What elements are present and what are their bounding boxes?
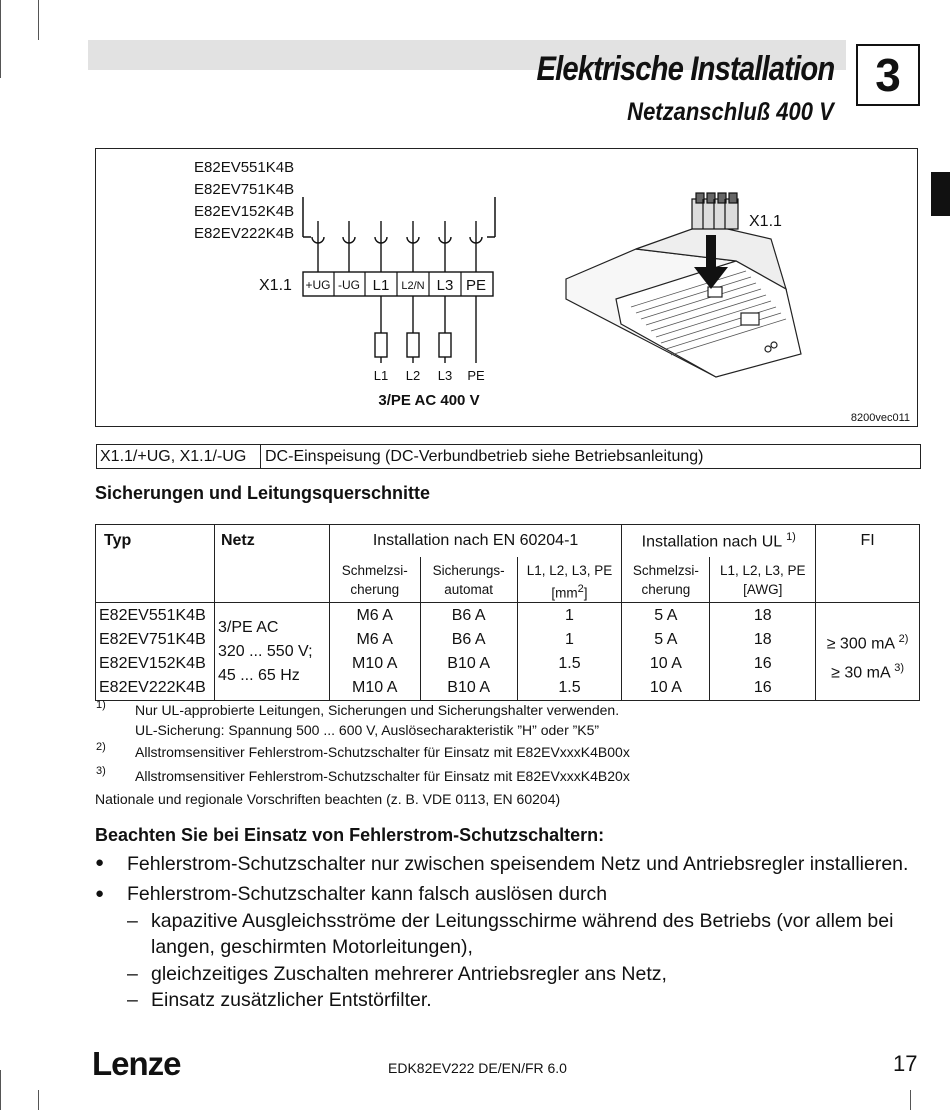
sub-en-auto xyxy=(420,557,517,603)
fi-text: ≥ 30 mA xyxy=(831,664,890,682)
subheader-text: Schmelzsi- xyxy=(632,562,699,578)
bullet-icon: ● xyxy=(95,885,105,902)
sub-en-fuse xyxy=(329,557,420,603)
cell-value: 10 A xyxy=(649,679,682,696)
cell-value: 5 A xyxy=(654,607,678,624)
phase-label: L3 xyxy=(437,368,453,383)
dash-text: gleichzeitiges Zuschalten mehrerer Antriebsregler ans Netz, xyxy=(151,963,667,985)
document-id: EDK82EV222 DE/EN/FR 6.0 xyxy=(388,1060,567,1076)
dash-icon: – xyxy=(127,989,138,1011)
subheader-text: [AWG] xyxy=(743,581,783,597)
dash-text: Einsatz zusätzlicher Entstörfilter. xyxy=(151,989,432,1011)
cell-value: M6 A xyxy=(356,607,393,624)
terminal-label: -UG xyxy=(338,278,360,292)
superscript: 2 xyxy=(577,582,584,595)
subheader-text: [mm xyxy=(551,585,578,600)
bullet-text: Fehlerstrom-Schutzschalter nur zwischen speisendem Netz und Antriebsregler installieren. xyxy=(127,853,909,875)
model-label: E82EV551K4B xyxy=(194,159,295,176)
chapter-number: 3 xyxy=(856,44,920,106)
sub-ul-fuse xyxy=(622,557,710,603)
fuse-lines xyxy=(375,296,476,363)
cell-value: M10 A xyxy=(352,655,398,672)
device-terminal-label: X1.1 xyxy=(749,213,782,230)
sub-en-cable xyxy=(517,557,622,603)
cell-value: 1.5 xyxy=(558,655,581,672)
header-ul xyxy=(622,525,816,557)
header-fi: FI xyxy=(816,525,920,603)
en-auto-cell xyxy=(420,603,517,701)
header-ul-label: Installation nach UL xyxy=(641,533,782,551)
cell-value: 16 xyxy=(753,679,772,696)
crop-mark xyxy=(0,0,1,78)
subheader-text: L1, L2, L3, PE xyxy=(719,562,806,578)
figure-id: 8200vec011 xyxy=(850,412,910,424)
model-label: E82EV222K4B xyxy=(194,225,295,242)
en-fuse-cell xyxy=(329,603,420,701)
footnote-ref: 3) xyxy=(894,662,904,675)
crop-mark xyxy=(38,0,39,40)
supply-label: 3/PE AC 400 V xyxy=(378,392,480,409)
fuse-icon xyxy=(439,333,451,357)
typ-value: E82EV222K4B xyxy=(99,679,206,696)
dash-icon: – xyxy=(127,963,138,985)
terminal-label: L1 xyxy=(372,277,390,294)
subheader-text: Sicherungs- xyxy=(432,562,505,578)
footnote-text: Allstromsensitiver Fehlerstrom-Schutzschalter für Einsatz mit E82EVxxxK4B00x xyxy=(135,744,630,760)
en-cable-cell xyxy=(517,603,622,701)
sub-ul-cable xyxy=(710,557,816,603)
footnote-text: Allstromsensitiver Fehlerstrom-Schutzschalter für Einsatz mit E82EVxxxK4B20x xyxy=(135,768,630,784)
terminal-strip xyxy=(303,272,493,296)
cell-value: B10 A xyxy=(447,679,490,696)
subheader-text: automat xyxy=(444,581,494,597)
terminal-label: PE xyxy=(465,277,487,294)
phase-label: PE xyxy=(467,368,485,383)
header-typ: Typ xyxy=(96,525,215,603)
fi-value xyxy=(816,627,919,656)
page-subtitle: Netzanschluß 400 V xyxy=(627,98,834,126)
crop-mark xyxy=(910,1090,911,1110)
phase-label: L1 xyxy=(373,368,389,383)
cell-value: 1 xyxy=(565,631,574,648)
footnote-text: Nur UL-approbierte Leitungen, Sicherungen und Sicherungshalter verwenden. xyxy=(135,702,620,718)
footnote-mark: 2) xyxy=(96,741,106,753)
crop-mark xyxy=(0,1070,1,1110)
plug-connector-icon xyxy=(692,193,738,229)
subheader-text: cherung xyxy=(641,581,691,597)
cell-value: M10 A xyxy=(352,679,398,696)
cell-value: 16 xyxy=(753,655,772,672)
fi-cell xyxy=(816,603,920,701)
device-bracket xyxy=(303,197,495,237)
section-heading: Beachten Sie bei Einsatz von Fehlerstrom-Schutzschaltern: xyxy=(95,825,605,845)
typ-value: E82EV152K4B xyxy=(99,655,206,672)
model-label: E82EV751K4B xyxy=(194,181,295,198)
wiring-figure xyxy=(95,148,918,427)
fi-value xyxy=(816,656,919,685)
netz-cell xyxy=(214,603,329,701)
cell-value: 18 xyxy=(753,607,772,624)
page-number: 17 xyxy=(893,1051,918,1076)
fuse-table xyxy=(95,524,920,701)
table-body-row xyxy=(96,603,920,701)
crop-mark xyxy=(38,1090,39,1110)
cell-value: B6 A xyxy=(451,631,486,648)
netz-value: 45 ... 65 Hz xyxy=(217,667,300,684)
header-netz: Netz xyxy=(214,525,329,603)
cell-value: 18 xyxy=(753,631,772,648)
netz-value: 3/PE AC xyxy=(217,619,279,636)
subheader-text: ] xyxy=(583,585,588,600)
footnote-mark: 1) xyxy=(96,699,106,711)
cell-value: 1.5 xyxy=(558,679,581,696)
dash-text: langen, geschirmten Motorleitungen), xyxy=(151,936,473,958)
fuse-icon xyxy=(375,333,387,357)
typ-value: E82EV551K4B xyxy=(99,607,206,624)
phase-label: L2 xyxy=(405,368,421,383)
page-title: Elektrische Installation xyxy=(536,50,834,88)
cell-value: B6 A xyxy=(451,607,486,624)
model-label: E82EV152K4B xyxy=(194,203,295,220)
fuse-icon xyxy=(407,333,419,357)
ul-cable-cell xyxy=(710,603,816,701)
dc-description: DC-Einspeisung (DC-Verbundbetrieb siehe Betriebsanleitung) xyxy=(265,448,704,465)
regulations-note: Nationale und regionale Vorschriften beachten (z. B. VDE 0113, EN 60204) xyxy=(95,791,561,807)
terminal-connectors xyxy=(312,221,482,272)
terminal-label: L3 xyxy=(436,277,454,294)
footnote-mark: 3) xyxy=(96,765,106,777)
cell-value: B10 A xyxy=(447,655,490,672)
footnote-ref: 1) xyxy=(786,531,796,543)
bullet-icon: ● xyxy=(95,854,105,871)
cell-value: 1 xyxy=(565,607,574,624)
terminal-label: +UG xyxy=(305,278,331,292)
drive-device-illustration xyxy=(566,149,801,377)
subheader-text: cherung xyxy=(350,581,400,597)
lenze-logo: Lenze xyxy=(92,1045,181,1082)
dash-text: kapazitive Ausgleichsströme der Leitungsschirme während des Betriebs (vor allem bei xyxy=(151,910,894,932)
cell-value: 5 A xyxy=(654,631,678,648)
subheader-text: Schmelzsi- xyxy=(341,562,408,578)
cell-value: M6 A xyxy=(356,631,393,648)
dc-terminals: X1.1/+UG, X1.1/-UG xyxy=(97,445,261,468)
terminal-label: L2/N xyxy=(401,280,425,292)
footnote-text: UL-Sicherung: Spannung 500 ... 600 V, Auslösecharakteristik ”H” oder ”K5” xyxy=(135,722,600,738)
netz-value: 320 ... 550 V; xyxy=(217,643,313,660)
dc-supply-table xyxy=(96,444,921,469)
cell-value: 10 A xyxy=(649,655,682,672)
table-header-row xyxy=(96,525,920,557)
typ-value: E82EV751K4B xyxy=(99,631,206,648)
ul-fuse-cell xyxy=(622,603,710,701)
subheader-text: L1, L2, L3, PE xyxy=(526,562,613,578)
header-en: Installation nach EN 60204-1 xyxy=(329,525,622,557)
wiring-diagram xyxy=(96,149,917,426)
bullet-text: Fehlerstrom-Schutzschalter kann falsch auslösen durch xyxy=(127,883,608,905)
fi-text: ≥ 300 mA xyxy=(826,635,895,653)
chapter-tab-marker xyxy=(931,172,950,216)
terminal-strip-label: X1.1 xyxy=(259,277,292,294)
dash-icon: – xyxy=(127,910,138,932)
footnote-ref: 2) xyxy=(898,633,909,645)
typ-cell xyxy=(96,603,215,701)
section-heading: Sicherungen und Leitungsquerschnitte xyxy=(95,483,431,503)
